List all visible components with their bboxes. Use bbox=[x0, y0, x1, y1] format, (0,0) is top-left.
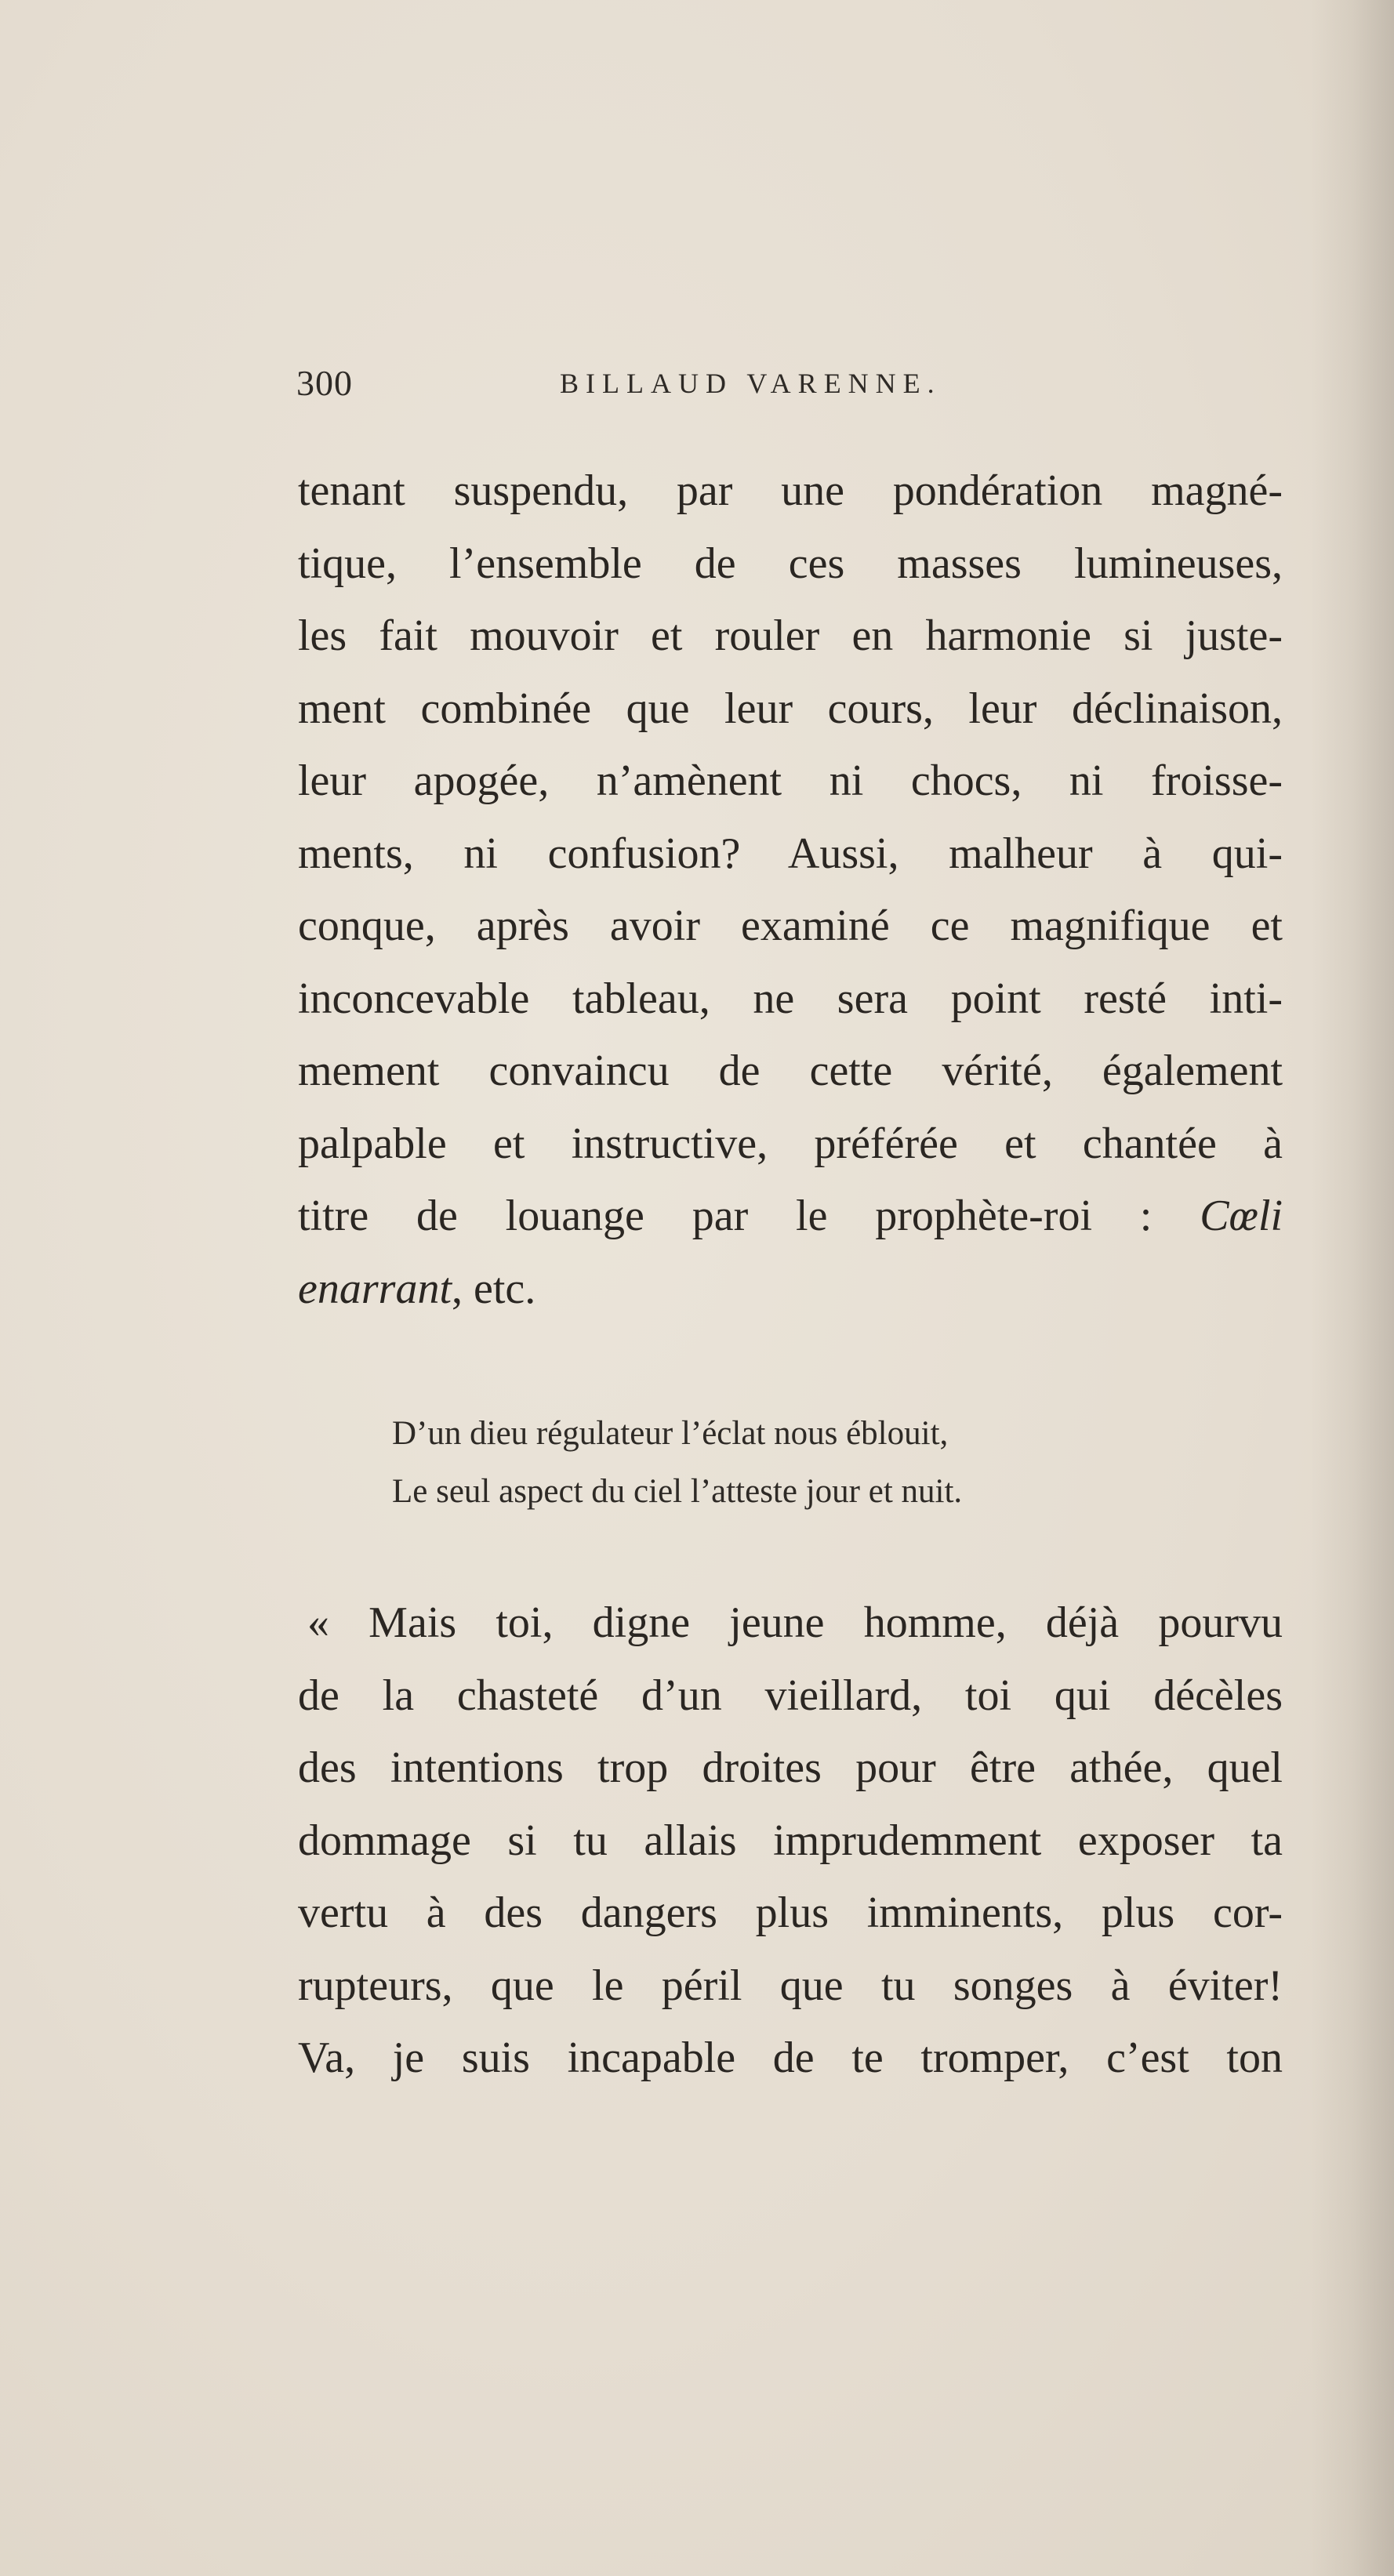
text-line: ments, ni confusion? Aussi, malheur à qui- bbox=[298, 829, 1283, 878]
text-line: inconcevable tableau, ne sera point resté inti- bbox=[298, 974, 1283, 1023]
verse-quotation bbox=[392, 1405, 1176, 1521]
verse-line: Le seul aspect du ciel l’atteste jour et nuit. bbox=[392, 1473, 963, 1510]
text-segment: , etc. bbox=[452, 1264, 536, 1313]
text-line: rupteurs, que le péril que tu songes à éviter! bbox=[298, 1961, 1283, 2010]
text-segment: titre de louange par le prophète-roi : bbox=[298, 1192, 1153, 1240]
running-head bbox=[296, 362, 1284, 417]
text-line: conque, après avoir examiné ce magnifique et bbox=[298, 902, 1283, 950]
latin-citation: Cœli bbox=[1200, 1192, 1283, 1240]
paragraph-1 bbox=[298, 455, 1283, 1325]
text-line: mement convaincu de cette vérité, également bbox=[298, 1047, 1283, 1095]
text-line: des intentions trop droites pour être athée, quel bbox=[298, 1743, 1283, 1792]
text-line: tenant suspendu, par une pondération magné- bbox=[298, 466, 1283, 515]
text-line-last bbox=[298, 1253, 1283, 1326]
text-line: « Mais toi, digne jeune homme, déjà pourvu bbox=[307, 1598, 1283, 1647]
text-line: palpable et instructive, préférée et chantée à bbox=[298, 1119, 1283, 1168]
text-line: les fait mouvoir et rouler en harmonie si juste- bbox=[298, 611, 1283, 660]
text-line: de la chasteté d’un vieillard, toi qui décèles bbox=[298, 1671, 1283, 1720]
text-line-with-citation bbox=[298, 1180, 1283, 1253]
text-line: tique, l’ensemble de ces masses lumineuses, bbox=[298, 539, 1283, 588]
text-line: Va, je suis incapable de te tromper, c’est ton bbox=[298, 2034, 1283, 2082]
text-line: dommage si tu allais imprudemment exposer ta bbox=[298, 1816, 1283, 1865]
text-line: leur apogée, n’amènent ni chocs, ni froisse- bbox=[298, 756, 1283, 805]
paragraph-2 bbox=[298, 1587, 1283, 2095]
running-title: BILLAUD VARENNE. bbox=[560, 368, 942, 399]
verse-line: D’un dieu régulateur l’éclat nous éblouit, bbox=[392, 1415, 949, 1452]
text-line: vertu à des dangers plus imminents, plus cor- bbox=[298, 1888, 1283, 1937]
latin-citation-end: enarrant bbox=[298, 1264, 452, 1313]
text-line: ment combinée que leur cours, leur déclinaison, bbox=[298, 684, 1283, 733]
page-number: 300 bbox=[296, 363, 353, 403]
